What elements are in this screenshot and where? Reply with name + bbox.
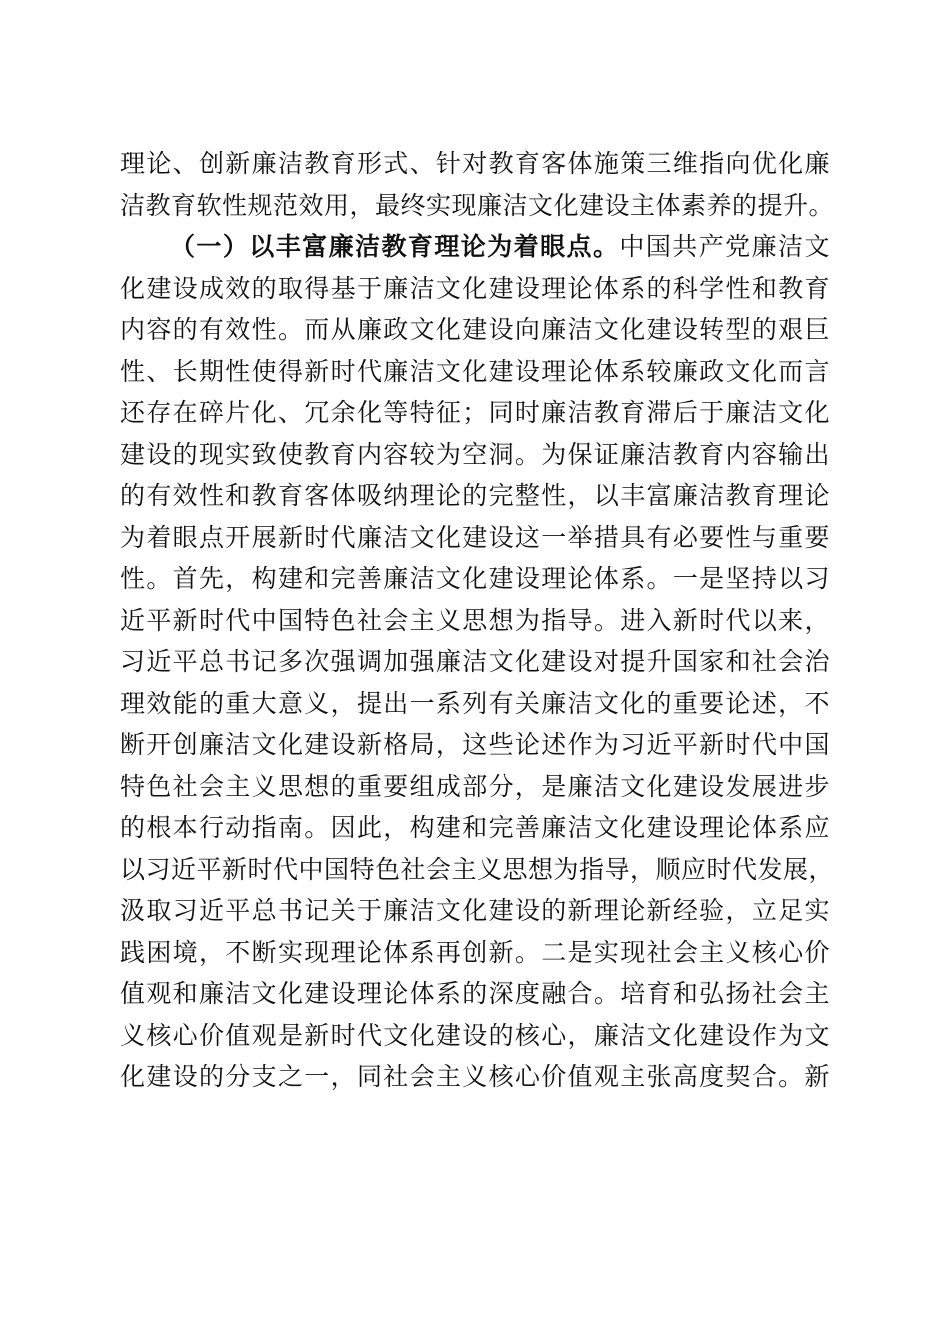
text-line-17: 的根本行动指南。因此，构建和完善廉洁文化建设理论体系应 bbox=[120, 813, 830, 842]
text-line-22: 义核心价值观是新时代文化建设的核心，廉洁文化建设作为文 bbox=[120, 1020, 830, 1050]
text-line-11: 性。首先，构建和完善廉洁文化建设理论体系。一是坚持以习 bbox=[120, 564, 830, 593]
text-line-20: 践困境，不断实现理论体系再创新。二是实现社会主义核心价 bbox=[120, 937, 830, 967]
text-line-15: 断开创廉洁文化建设新格局，这些论述作为习近平新时代中国 bbox=[120, 730, 830, 759]
text-line-3 bbox=[120, 226, 830, 268]
text-line-9: 的有效性和教育客体吸纳理论的完整性，以丰富廉洁教育理论 bbox=[120, 481, 830, 510]
text-line-12: 近平新时代中国特色社会主义思想为指导。进入新时代以来， bbox=[120, 605, 830, 635]
text-line-3-rest: 中国共产党廉洁文 bbox=[619, 232, 830, 261]
text-line-19: 汲取习近平总书记关于廉洁文化建设的新理论新经验，立足实 bbox=[120, 896, 830, 925]
text-line-6: 性、长期性使得新时代廉洁文化建设理论体系较廉政文化而言 bbox=[120, 356, 830, 386]
text-line-13: 习近平总书记多次强调加强廉洁文化建设对提升国家和社会治 bbox=[120, 647, 830, 676]
text-line-14: 理效能的重大意义，提出一系列有关廉洁文化的重要论述，不 bbox=[120, 688, 830, 718]
section-heading: （一）以丰富廉洁教育理论为着眼点。 bbox=[170, 232, 620, 261]
text-line-23: 化建设的分支之一，同社会主义核心价值观主张高度契合。新 bbox=[120, 1062, 830, 1091]
text-line-21: 值观和廉洁文化建设理论体系的深度融合。培育和弘扬社会主 bbox=[120, 979, 830, 1008]
text-line-2: 洁教育软性规范效用，最终实现廉洁文化建设主体素养的提升。 bbox=[120, 190, 835, 220]
text-line-5: 内容的有效性。而从廉政文化建设向廉洁文化建设转型的艰巨 bbox=[120, 315, 830, 344]
text-line-4: 化建设成效的取得基于廉洁文化建设理论体系的科学性和教育 bbox=[120, 273, 830, 303]
body-text bbox=[120, 143, 835, 1098]
text-line-7: 还存在碎片化、冗余化等特征；同时廉洁教育滞后于廉洁文化 bbox=[120, 398, 830, 427]
text-line-1: 理论、创新廉洁教育形式、针对教育客体施策三维指向优化廉 bbox=[120, 149, 830, 178]
text-line-8: 建设的现实致使教育内容较为空洞。为保证廉洁教育内容输出 bbox=[120, 439, 830, 469]
text-line-16: 特色社会主义思想的重要组成部分，是廉洁文化建设发展进步 bbox=[120, 771, 830, 801]
text-line-18: 以习近平新时代中国特色社会主义思想为指导，顺应时代发展， bbox=[120, 854, 835, 884]
text-line-10: 为着眼点开展新时代廉洁文化建设这一举措具有必要性与重要 bbox=[120, 522, 830, 552]
